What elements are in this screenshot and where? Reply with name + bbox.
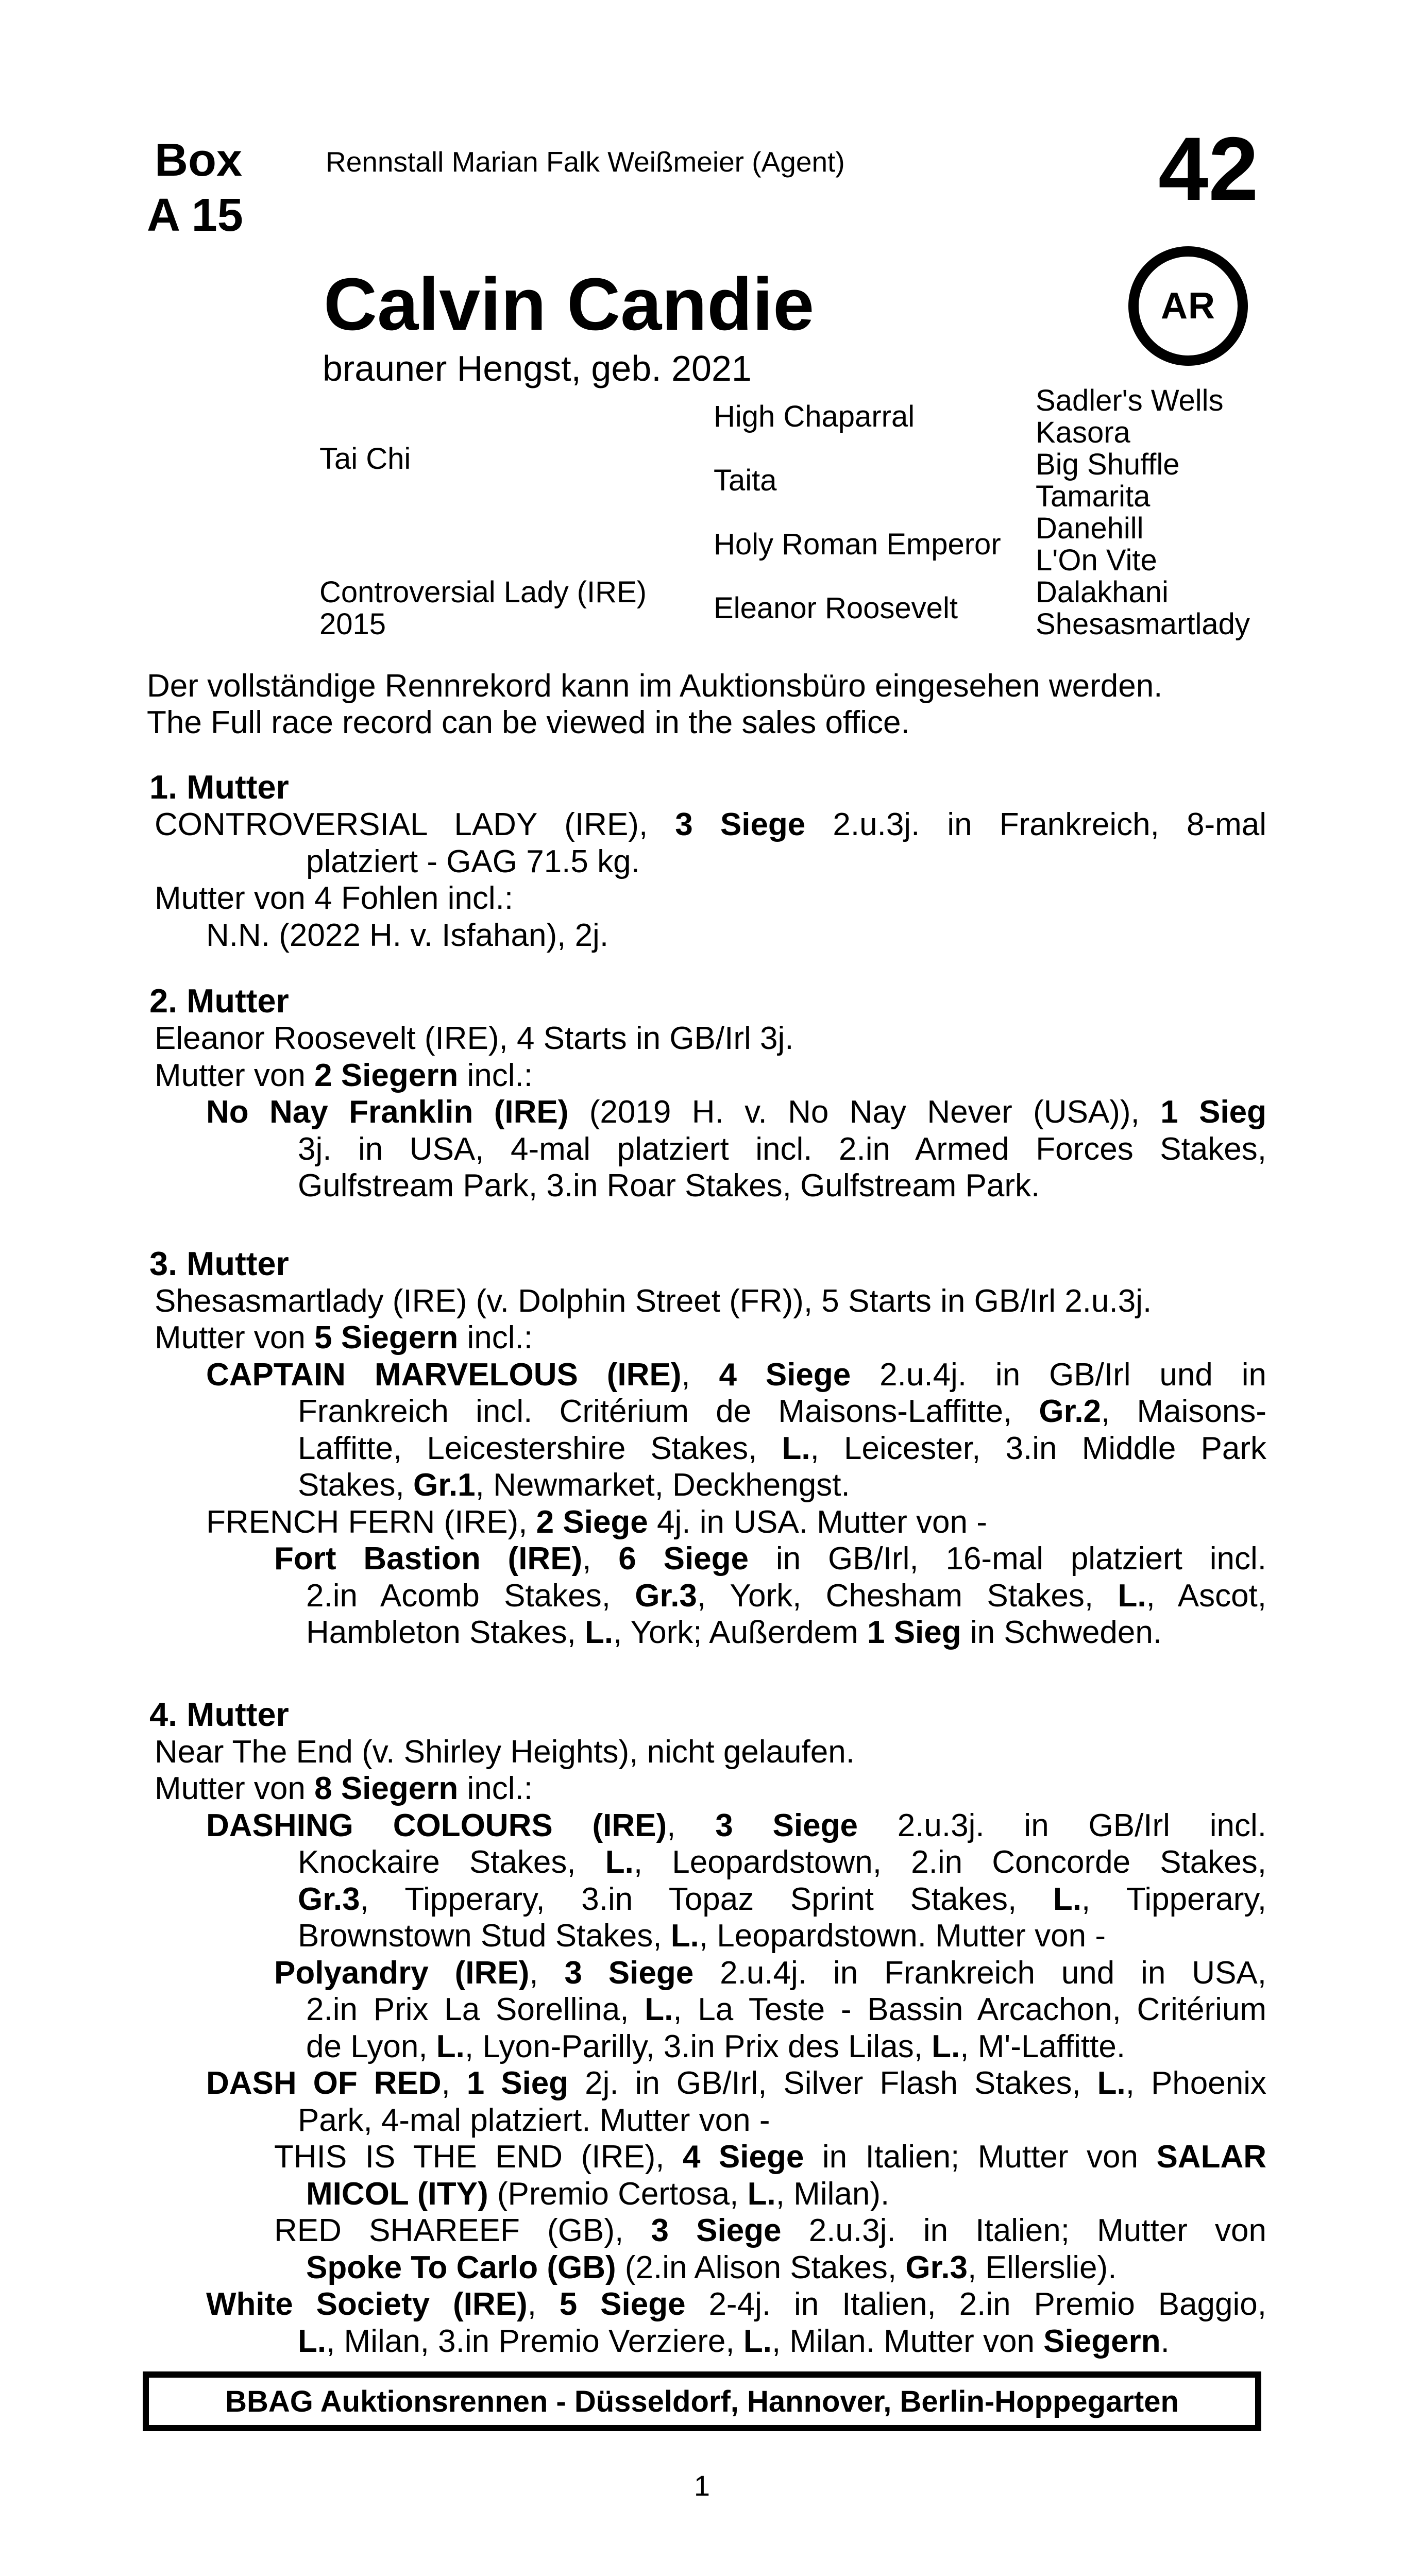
catalog-text-line — [144, 1807, 1266, 1844]
text-segment: Laffitte, Leicestershire Stakes, — [298, 1430, 782, 1466]
catalog-text-line — [144, 917, 1266, 954]
text-segment: Mutter von — [155, 1771, 315, 1806]
text-segment: Hambleton Stakes, — [306, 1615, 585, 1650]
pedigree-gen2-name: High Chaparral — [714, 400, 915, 433]
text-segment: in Schweden. — [961, 1615, 1162, 1650]
bold-text-segment: Gr.2 — [1039, 1394, 1102, 1429]
bold-text-segment: L. — [436, 2028, 465, 2064]
catalog-text-line — [144, 1881, 1266, 1918]
catalog-text-line — [144, 1578, 1266, 1615]
pedigree-gen3-name: L'On Vite — [1036, 544, 1157, 577]
bold-text-segment: 6 Siege — [618, 1541, 749, 1577]
brand-mark-label: AR — [1161, 285, 1215, 327]
text-segment: Mutter von — [155, 1057, 315, 1093]
text-segment: , Leopardstown, 2.in Concorde Stakes, — [633, 1844, 1266, 1880]
bold-text-segment: SALAR — [1156, 2139, 1267, 2175]
catalog-text-line — [144, 1283, 1266, 1320]
text-segment: , Milan). — [775, 2176, 890, 2212]
text-segment: 2.u.4j. in Frankreich und in USA, — [693, 1955, 1267, 1991]
text-segment: incl.: — [458, 1320, 533, 1355]
text-segment: Park, 4-mal platziert. Mutter von - — [298, 2102, 770, 2138]
pedigree-gen3-name: Shesasmartlady — [1036, 607, 1250, 641]
text-segment: RED SHAREEF (GB), — [274, 2213, 651, 2248]
text-segment: , — [582, 1541, 619, 1577]
bold-text-segment: L. — [585, 1615, 614, 1650]
catalog-text-line — [144, 1430, 1266, 1467]
bold-text-segment: 3 Siege — [564, 1955, 694, 1991]
consignor-name: Rennstall Marian Falk Weißmeier (Agent) — [326, 146, 845, 178]
text-segment: 2.u.3j. in Italien; Mutter von — [781, 2213, 1267, 2248]
bold-text-segment: 3 Siege — [675, 807, 806, 842]
catalog-text-line — [144, 1540, 1266, 1578]
text-segment: , Newmarket, Deckhengst. — [475, 1467, 850, 1503]
text-segment: , Tipperary, 3.in Topaz Sprint Stakes, — [360, 1881, 1053, 1917]
catalog-text-line — [144, 2323, 1266, 2360]
text-segment: 2.u.3j. in Frankreich, 8-mal — [805, 807, 1266, 842]
text-segment: Eleanor Roosevelt (IRE), 4 Starts in GB/Irl 3j. — [155, 1021, 794, 1056]
section-title: 3. Mutter — [149, 1244, 289, 1282]
text-segment: 2j. in GB/Irl, Silver Flash Stakes, — [568, 2065, 1097, 2101]
text-segment: , — [529, 1955, 565, 1991]
bold-text-segment: Polyandry (IRE) — [274, 1955, 530, 1991]
pedigree-gen2-name: Holy Roman Emperor — [714, 528, 1001, 561]
pedigree-dam — [319, 577, 714, 640]
catalog-text-line — [144, 2065, 1266, 2102]
text-segment: (2.in Alison Stakes, — [616, 2249, 906, 2285]
bold-text-segment: L. — [1053, 1881, 1082, 1917]
text-segment: , York; Außerdem — [613, 1615, 867, 1650]
bold-text-segment: 1 Sieg — [867, 1615, 961, 1650]
catalog-text-line — [144, 1614, 1266, 1651]
auction-races-banner — [143, 2371, 1261, 2431]
text-segment: Frankreich incl. Critérium de Maisons-Laffitte, — [298, 1394, 1039, 1429]
text-segment: in GB/Irl, 16-mal platziert incl. — [749, 1541, 1266, 1577]
catalog-text-line — [144, 1991, 1266, 2028]
bold-text-segment: 1 Sieg — [1160, 1094, 1267, 1130]
text-segment: CONTROVERSIAL LADY (IRE), — [155, 807, 675, 842]
bold-text-segment: Gr.3 — [298, 1881, 360, 1917]
bold-text-segment: 1 Sieg — [466, 2065, 569, 2101]
pedigree-gen3-name: Danehill — [1036, 512, 1144, 545]
banner-text: BBAG Auktionsrennen - Düsseldorf, Hannover, Berlin-Hoppegarten — [225, 2384, 1179, 2418]
mutter-section-3 — [144, 1244, 1266, 1651]
bold-text-segment: L. — [605, 1844, 634, 1880]
text-segment: platziert - GAG 71.5 kg. — [306, 843, 640, 879]
text-segment: 2.u.4j. in GB/Irl und in — [851, 1357, 1266, 1393]
horse-description: brauner Hengst, geb. 2021 — [323, 348, 752, 388]
catalog-text-line — [144, 1734, 1266, 1771]
bold-text-segment: L. — [743, 2323, 772, 2359]
bold-text-segment: Spoke To Carlo (GB) — [306, 2249, 616, 2285]
text-segment: , Ellerslie). — [968, 2249, 1117, 2285]
text-segment: , — [441, 2065, 467, 2101]
text-segment: in Italien; Mutter von — [804, 2139, 1157, 2175]
bold-text-segment: No Nay Franklin (IRE) — [206, 1094, 569, 1130]
catalog-text-line — [144, 2249, 1266, 2286]
text-segment: incl.: — [458, 1057, 533, 1093]
catalog-text-line — [144, 1357, 1266, 1394]
lot-number: 42 — [1158, 119, 1259, 219]
bold-text-segment: DASHING COLOURS (IRE) — [206, 1807, 667, 1843]
bold-text-segment: 2 Siegern — [314, 1057, 459, 1093]
bold-text-segment: L. — [932, 2028, 960, 2064]
text-segment: . — [1160, 2323, 1170, 2359]
pedigree-gen3-name: Tamarita — [1036, 480, 1151, 513]
pedigree-table — [319, 385, 1270, 640]
catalog-text-line — [144, 1504, 1266, 1541]
mutter-section-1 — [144, 768, 1266, 954]
mutter-section-2 — [144, 981, 1266, 1205]
pedigree-gen2-name: Taita — [714, 464, 777, 497]
pedigree-gen3-name: Kasora — [1036, 416, 1130, 449]
notice-english: The Full race record can be viewed in the sales office. — [147, 705, 910, 740]
text-segment: 2-4j. in Italien, 2.in Premio Baggio, — [685, 2286, 1267, 2322]
dam-line-sections — [144, 768, 1266, 2360]
bold-text-segment: 5 Siege — [559, 2286, 686, 2322]
catalog-text-line — [144, 843, 1266, 880]
catalog-text-line — [144, 1918, 1266, 1955]
bold-text-segment: Siegern — [1043, 2323, 1161, 2359]
pedigree-sire — [319, 427, 714, 491]
text-segment: , Phoenix — [1125, 2065, 1266, 2101]
bold-text-segment: Gr.3 — [905, 2249, 968, 2285]
text-segment: Brownstown Stud Stakes, — [298, 1918, 671, 1954]
bold-text-segment: 4 Siege — [719, 1357, 851, 1393]
race-record-notice — [147, 668, 1269, 741]
text-segment: Gulfstream Park, 3.in Roar Stakes, Gulfstream Park. — [298, 1168, 1040, 1204]
bold-text-segment: L. — [1097, 2065, 1126, 2101]
bold-text-segment: Gr.1 — [413, 1467, 476, 1503]
catalog-text-line — [144, 1770, 1266, 1807]
text-segment: , York, Chesham Stakes, — [697, 1578, 1118, 1614]
bold-text-segment: White Society (IRE) — [206, 2286, 528, 2322]
catalog-text-line — [144, 1131, 1266, 1168]
text-segment: , Leicester, 3.in Middle Park — [810, 1430, 1266, 1466]
bold-text-segment: 3 Siege — [715, 1807, 858, 1843]
catalog-text-line — [144, 2102, 1266, 2139]
catalog-text-line — [144, 1020, 1266, 1057]
text-segment: 2.u.3j. in GB/Irl incl. — [857, 1807, 1267, 1843]
text-segment: , — [527, 2286, 560, 2322]
text-segment: , La Teste - Bassin Arcachon, Critérium — [673, 1992, 1267, 2027]
catalog-text-line — [144, 2176, 1266, 2213]
catalog-text-line — [144, 880, 1266, 917]
bold-text-segment: 8 Siegern — [314, 1771, 459, 1806]
catalog-text-line — [144, 1057, 1266, 1094]
text-segment: 4j. in USA. Mutter von - — [648, 1504, 987, 1540]
catalog-text-line — [144, 1167, 1266, 1205]
catalog-text-line — [144, 1094, 1266, 1131]
text-segment: , Leopardstown. Mutter von - — [699, 1918, 1106, 1954]
catalog-text-line — [144, 1467, 1266, 1504]
text-segment: (2019 H. v. No Nay Never (USA)), — [568, 1094, 1161, 1130]
bold-text-segment: 5 Siegern — [314, 1320, 459, 1355]
bold-text-segment: 3 Siege — [651, 2213, 782, 2248]
bold-text-segment: Fort Bastion (IRE) — [274, 1541, 583, 1577]
pedigree-gen3-name: Big Shuffle — [1036, 448, 1180, 481]
brand-mark-circle — [1128, 246, 1248, 366]
pedigree-gen1-year: 2015 — [319, 607, 386, 641]
bold-text-segment: 2 Siege — [536, 1504, 648, 1540]
text-segment: , Milan, 3.in Premio Verziere, — [326, 2323, 743, 2359]
bold-text-segment: MICOL (ITY) — [306, 2176, 488, 2212]
text-segment: , — [681, 1357, 719, 1393]
catalog-text-line — [144, 1844, 1266, 1881]
catalog-text-line — [144, 2212, 1266, 2249]
text-segment: , Lyon-Parilly, 3.in Prix des Lilas, — [464, 2028, 932, 2064]
text-segment: 2.in Prix La Sorellina, — [306, 1992, 645, 2027]
bold-text-segment: Gr.3 — [635, 1578, 697, 1614]
box-label: Box — [155, 134, 243, 186]
text-segment: Mutter von 4 Fohlen incl.: — [155, 880, 514, 916]
catalog-text-line — [144, 1319, 1266, 1357]
catalog-text-line — [144, 1955, 1266, 1992]
text-segment: , Maisons- — [1101, 1394, 1266, 1429]
pedigree-gen1-name: Tai Chi — [319, 442, 411, 476]
section-title: 4. Mutter — [149, 1695, 289, 1733]
text-segment: 2.in Acomb Stakes, — [306, 1578, 635, 1614]
catalog-text-line — [144, 2286, 1266, 2323]
text-segment: , Milan. Mutter von — [771, 2323, 1044, 2359]
bold-text-segment: L. — [1118, 1578, 1146, 1614]
pedigree-gen3-name: Dalakhani — [1036, 575, 1169, 609]
text-segment: incl.: — [458, 1771, 533, 1806]
text-segment: , Ascot, — [1146, 1578, 1266, 1614]
bold-text-segment: CAPTAIN MARVELOUS (IRE) — [206, 1357, 682, 1393]
horse-name: Calvin Candie — [324, 263, 815, 346]
text-segment: FRENCH FERN (IRE), — [206, 1504, 536, 1540]
bold-text-segment: DASH OF RED — [206, 2065, 442, 2101]
text-segment: Knockaire Stakes, — [298, 1844, 605, 1880]
notice-german: Der vollständige Rennrekord kann im Auktionsbüro eingesehen werden. — [147, 668, 1163, 704]
bold-text-segment: L. — [747, 2176, 776, 2212]
text-segment: THIS IS THE END (IRE), — [274, 2139, 683, 2175]
text-segment: Shesasmartlady (IRE) (v. Dolphin Street (FR)), 5 Starts in GB/Irl 2.u.3j. — [155, 1283, 1152, 1319]
catalog-text-line — [144, 2028, 1266, 2065]
text-segment: , M'-Laffitte. — [960, 2028, 1126, 2064]
text-segment: N.N. (2022 H. v. Isfahan), 2j. — [206, 917, 609, 953]
text-segment: , — [667, 1807, 716, 1843]
catalog-text-line — [144, 1393, 1266, 1430]
pedigree-gen1-name: Controversial Lady (IRE) — [319, 575, 647, 609]
page-number: 1 — [693, 2469, 711, 2502]
pedigree-gen3-name: Sadler's Wells — [1036, 384, 1224, 417]
text-segment: (Premio Certosa, — [488, 2176, 748, 2212]
text-segment: 3j. in USA, 4-mal platziert incl. 2.in Armed Forces Stakes, — [298, 1131, 1266, 1167]
text-segment: Stakes, — [298, 1467, 413, 1503]
catalog-text-line — [144, 806, 1266, 843]
text-segment: de Lyon, — [306, 2028, 436, 2064]
catalog-text-line — [144, 2139, 1266, 2176]
pedigree-gen2-name: Eleanor Roosevelt — [714, 591, 958, 625]
bold-text-segment: L. — [298, 2323, 327, 2359]
box-stall-number: A 15 — [147, 190, 243, 241]
bold-text-segment: 4 Siege — [682, 2139, 804, 2175]
bold-text-segment: L. — [645, 1992, 673, 2027]
section-title: 2. Mutter — [149, 982, 289, 1020]
bold-text-segment: L. — [782, 1430, 810, 1466]
mutter-section-4 — [144, 1695, 1266, 2360]
text-segment: , Tipperary, — [1081, 1881, 1266, 1917]
section-title: 1. Mutter — [149, 768, 289, 806]
text-segment: Near The End (v. Shirley Heights), nicht gelaufen. — [155, 1734, 855, 1770]
text-segment: Mutter von — [155, 1320, 315, 1355]
bold-text-segment: L. — [670, 1918, 699, 1954]
